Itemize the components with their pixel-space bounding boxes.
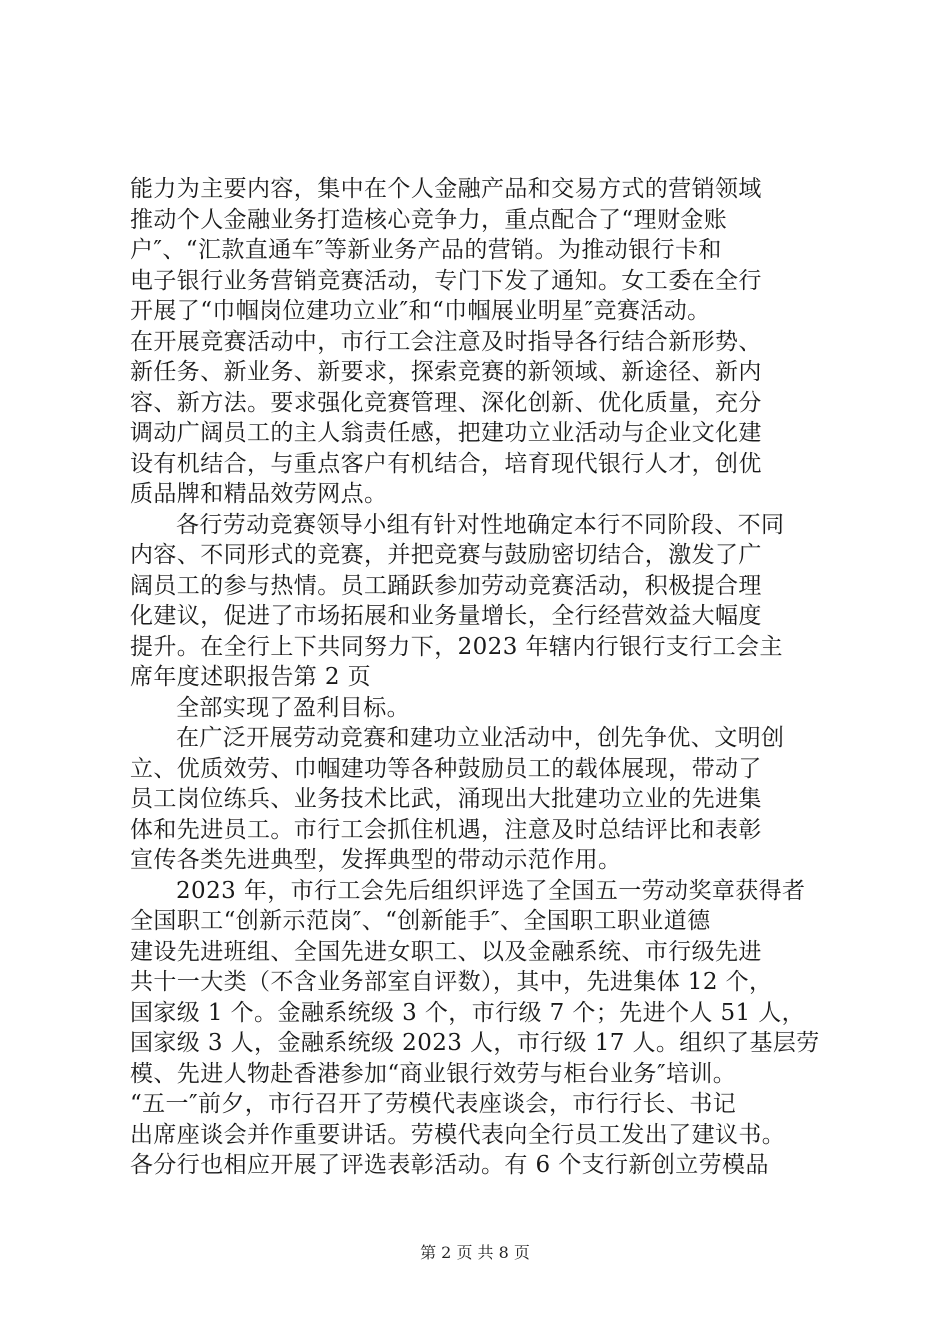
text-line: 容、新方法。要求强化竞赛管理、深化创新、优化质量，充分 bbox=[130, 389, 762, 416]
text-line: 宣传各类先进典型，发挥典型的带动示范作用。 bbox=[130, 847, 622, 873]
document-body bbox=[130, 174, 830, 1181]
text-line: 席年度述职报告第 2 页 bbox=[130, 664, 372, 690]
text-line: 建设先进班组、全国先进女职工、以及金融系统、市行级先进 bbox=[130, 938, 762, 965]
text-line: 设有机结合，与重点客户有机结合，培育现代银行人才，创优 bbox=[130, 450, 762, 477]
text-line: 体和先进员工。市行工会抓住机遇，注意及时总结评比和表彰 bbox=[130, 816, 762, 843]
text-line: “五一″前夕，市行召开了劳模代表座谈会，市行行长、书记 bbox=[130, 1091, 737, 1117]
text-line: 阔员工的参与热情。员工踊跃参加劳动竞赛活动，积极提合理 bbox=[130, 572, 762, 599]
text-line: 国家级 3 人，金融系统级 2023 人，市行级 17 人。组织了基层劳 bbox=[130, 1030, 820, 1056]
text-line: 出席座谈会并作重要讲话。劳模代表向全行员工发出了建议书。 bbox=[130, 1121, 786, 1148]
text-line: 化建议，促进了市场拓展和业务量增长，全行经营效益大幅度 bbox=[130, 603, 762, 629]
text-line: 调动广阔员工的主人翁责任感，把建功立业活动与企业文化建 bbox=[130, 420, 762, 446]
text-line: 在广泛开展劳动竞赛和建功立业活动中，创先争优、文明创 bbox=[176, 725, 785, 751]
text-line: 2023 年，市行工会先后组织评选了全国五一劳动奖章获得者 bbox=[176, 877, 806, 904]
text-line: 开展了“巾帼岗位建功立业″和“巾帼展业明星″竞赛活动。 bbox=[130, 298, 711, 324]
text-line: 全部实现了盈利目标。 bbox=[176, 694, 410, 721]
text-line: 在开展竞赛活动中，市行工会注意及时指导各行结合新形势、 bbox=[130, 328, 762, 355]
text-line: 户″、“汇款直通车″等新业务产品的营销。为推动银行卡和 bbox=[130, 237, 722, 263]
text-line: 共十一大类（不含业务部室自评数），其中，先进集体 12 个， bbox=[130, 969, 773, 995]
text-line: 各分行也相应开展了评选表彰活动。有 6 个支行新创立劳模品 bbox=[130, 1152, 769, 1178]
text-line: 各行劳动竞赛领导小组有针对性地确定本行不同阶段、不同 bbox=[176, 511, 785, 538]
text-line: 员工岗位练兵、业务技术比武，涌现出大批建功立业的先进集 bbox=[130, 786, 762, 812]
text-line: 全国职工“创新示范岗″、“创新能手″、全国职工职业道德 bbox=[130, 908, 711, 934]
text-line: 内容、不同形式的竞赛，并把竞赛与鼓励密切结合，激发了广 bbox=[130, 542, 762, 568]
text-line: 立、优质效劳、巾帼建功等各种鼓励员工的载体展现，带动了 bbox=[130, 755, 762, 782]
text-line: 国家级 1 个。金融系统级 3 个，市行级 7 个；先进个人 51 人， bbox=[130, 999, 806, 1026]
text-line: 推动个人金融业务打造核心竞争力，重点配合了“理财金账 bbox=[130, 206, 728, 233]
text-line: 新任务、新业务、新要求，探索竞赛的新领域、新途径、新内 bbox=[130, 359, 762, 385]
text-line: 电子银行业务营销竞赛活动，专门下发了通知。女工委在全行 bbox=[130, 267, 762, 294]
text-line: 质品牌和精品效劳网点。 bbox=[130, 481, 388, 507]
page-footer: 第 2 页 共 8 页 bbox=[420, 1243, 530, 1262]
text-line: 提升。在全行上下共同努力下，2023 年辖内行银行支行工会主 bbox=[130, 633, 783, 660]
text-line: 能力为主要内容，集中在个人金融产品和交易方式的营销领域 bbox=[130, 176, 762, 202]
text-line: 模、先进人物赴香港参加“商业银行效劳与柜台业务″培训。 bbox=[130, 1060, 737, 1087]
